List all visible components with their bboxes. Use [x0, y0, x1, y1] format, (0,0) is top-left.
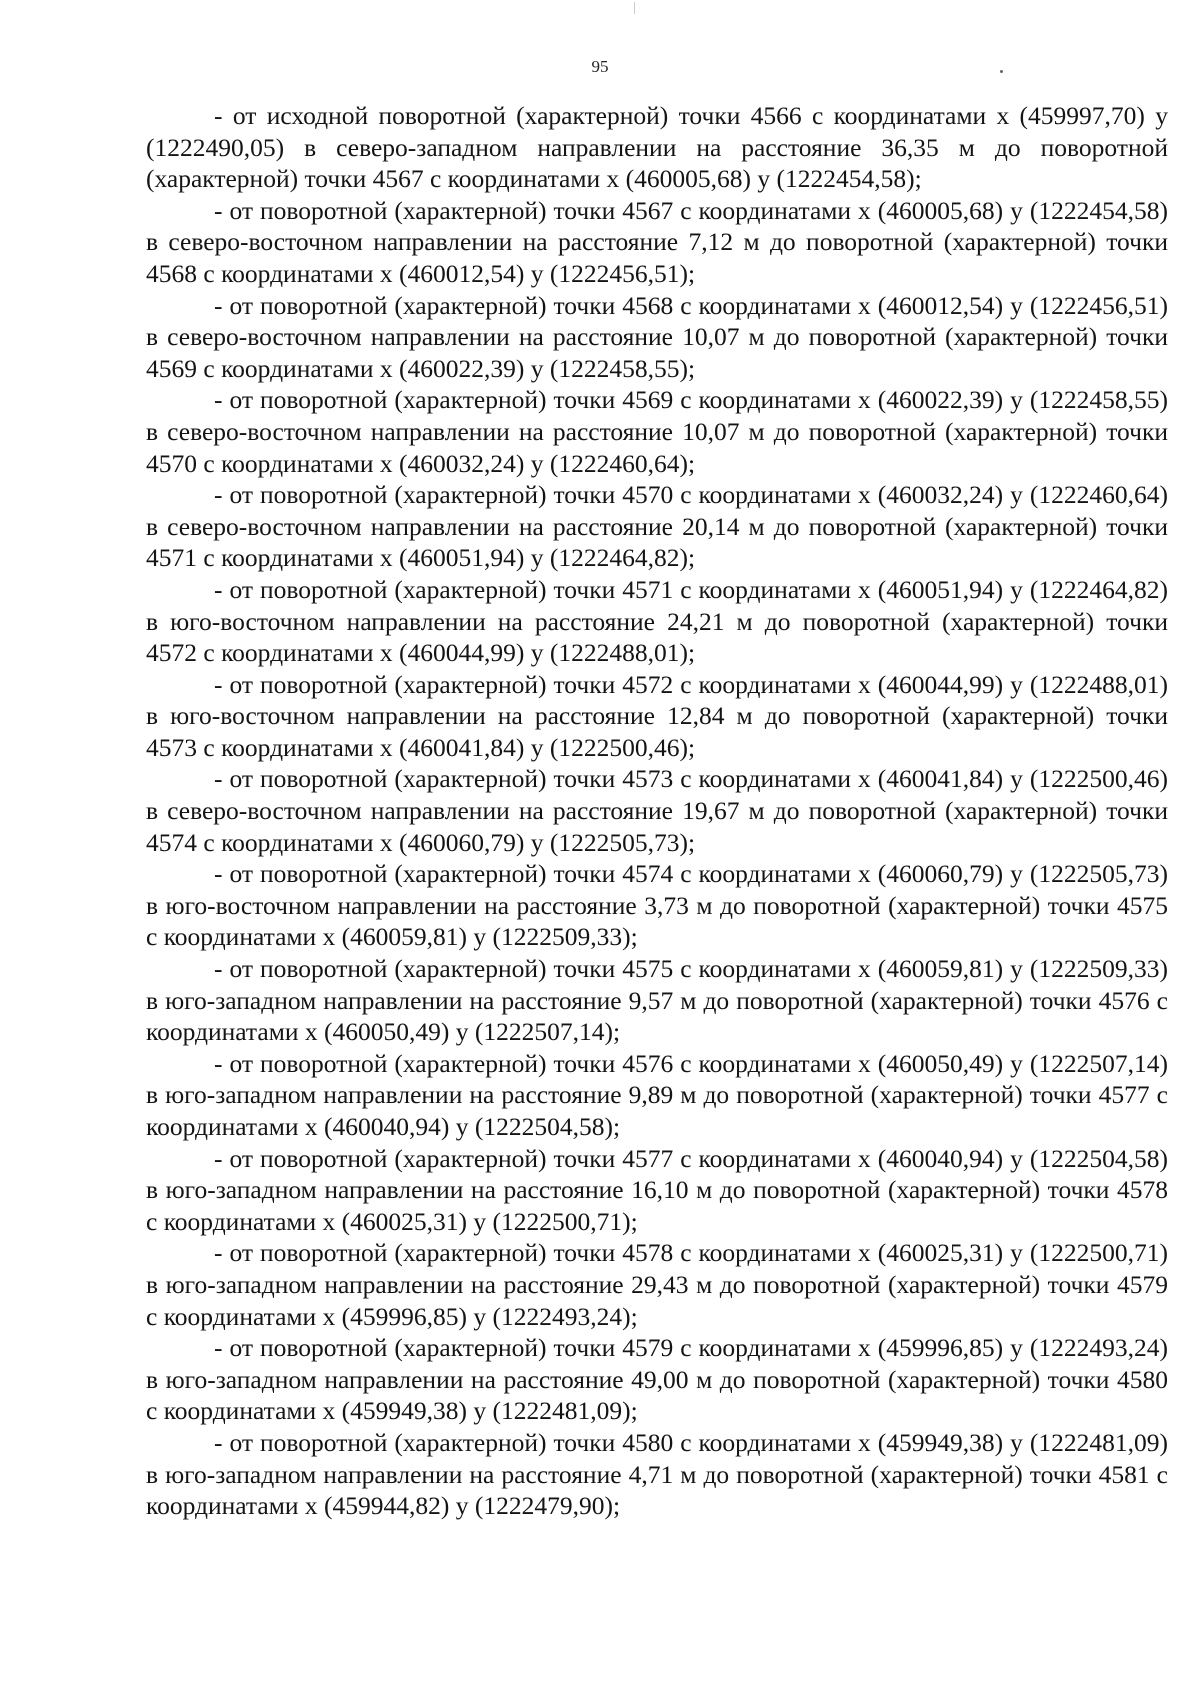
scan-speck: [1000, 70, 1003, 73]
paragraph-point-4578: - от поворотной (характерной) точки 4578 с координатами х (460025,31) у (1222500,71) в юго-западном направлении на расстояние 29,43 м до поворотной (характерной) точки 4579 с координатами х (459996,85) у (1222493,24);: [146, 1238, 1168, 1331]
paragraph-point-4566: - от исходной поворотной (характерной) точки 4566 с координатами х (459997,70) у (1222490,05) в северо-западном направлении на расстояние 36,35 м до поворотной (характерной) точки 4567 с координатами х (460005,68) у (1222454,58);: [146, 101, 1168, 194]
paragraph-point-4579: - от поворотной (характерной) точки 4579 с координатами х (459996,85) у (1222493,24) в юго-западном направлении на расстояние 49,00 м до поворотной (характерной) точки 4580 с координатами х (459949,38) у (1222481,09);: [146, 1333, 1168, 1426]
paragraph-point-4570: - от поворотной (характерной) точки 4570 с координатами х (460032,24) у (1222460,64) в северо-восточном направлении на расстояние 20,14 м до поворотной (характерной) точки 4571 с координатами х (460051,94) у (1222464,82);: [146, 480, 1168, 573]
paragraph-point-4576: - от поворотной (характерной) точки 4576 с координатами х (460050,49) у (1222507,14) в юго-западном направлении на расстояние 9,89 м до поворотной (характерной) точки 4577 с координатами х (460040,94) у (1222504,58);: [146, 1048, 1168, 1141]
paragraph-point-4574: - от поворотной (характерной) точки 4574 с координатами х (460060,79) у (1222505,73) в юго-восточном направлении на расстояние 3,73 м до поворотной (характерной) точки 4575 с координатами х (460059,81) у (1222509,33);: [146, 859, 1168, 952]
paragraph-point-4568: - от поворотной (характерной) точки 4568 с координатами х (460012,54) у (1222456,51) в северо-восточном направлении на расстояние 10,07 м до поворотной (характерной) точки 4569 с координатами х (460022,39) у (1222458,55);: [146, 290, 1168, 383]
paragraph-point-4571: - от поворотной (характерной) точки 4571 с координатами х (460051,94) у (1222464,82) в юго-восточном направлении на расстояние 24,21 м до поворотной (характерной) точки 4572 с координатами х (460044,99) у (1222488,01);: [146, 574, 1168, 668]
paragraph-point-4567: - от поворотной (характерной) точки 4567 с координатами х (460005,68) у (1222454,58) в северо-восточном направлении на расстояние 7,12 м до поворотной (характерной) точки 4568 с координатами х (460012,54) у (1222456,51);: [146, 195, 1168, 288]
document-body: [146, 100, 1168, 1522]
paragraph-point-4575: - от поворотной (характерной) точки 4575 с координатами х (460059,81) у (1222509,33) в юго-западном направлении на расстояние 9,57 м до поворотной (характерной) точки 4576 с координатами х (460050,49) у (1222507,14);: [146, 954, 1168, 1047]
page-number: 95: [591, 57, 609, 76]
paragraph-point-4577: - от поворотной (характерной) точки 4577 с координатами х (460040,94) у (1222504,58) в юго-западном направлении на расстояние 16,10 м до поворотной (характерной) точки 4578 с координатами х (460025,31) у (1222500,71);: [146, 1143, 1168, 1236]
paragraph-point-4580: - от поворотной (характерной) точки 4580 с координатами х (459949,38) у (1222481,09) в юго-западном направлении на расстояние 4,71 м до поворотной (характерной) точки 4581 с координатами х (459944,82) у (1222479,90);: [146, 1427, 1168, 1521]
paragraph-point-4569: - от поворотной (характерной) точки 4569 с координатами х (460022,39) у (1222458,55) в северо-восточном направлении на расстояние 10,07 м до поворотной (характерной) точки 4570 с координатами х (460032,24) у (1222460,64);: [146, 385, 1168, 478]
scan-mark: [634, 2, 635, 14]
paragraph-point-4573: - от поворотной (характерной) точки 4573 с координатами х (460041,84) у (1222500,46) в северо-восточном направлении на расстояние 19,67 м до поворотной (характерной) точки 4574 с координатами х (460060,79) у (1222505,73);: [146, 764, 1168, 857]
paragraph-point-4572: - от поворотной (характерной) точки 4572 с координатами х (460044,99) у (1222488,01) в юго-восточном направлении на расстояние 12,84 м до поворотной (характерной) точки 4573 с координатами х (460041,84) у (1222500,46);: [146, 669, 1168, 762]
